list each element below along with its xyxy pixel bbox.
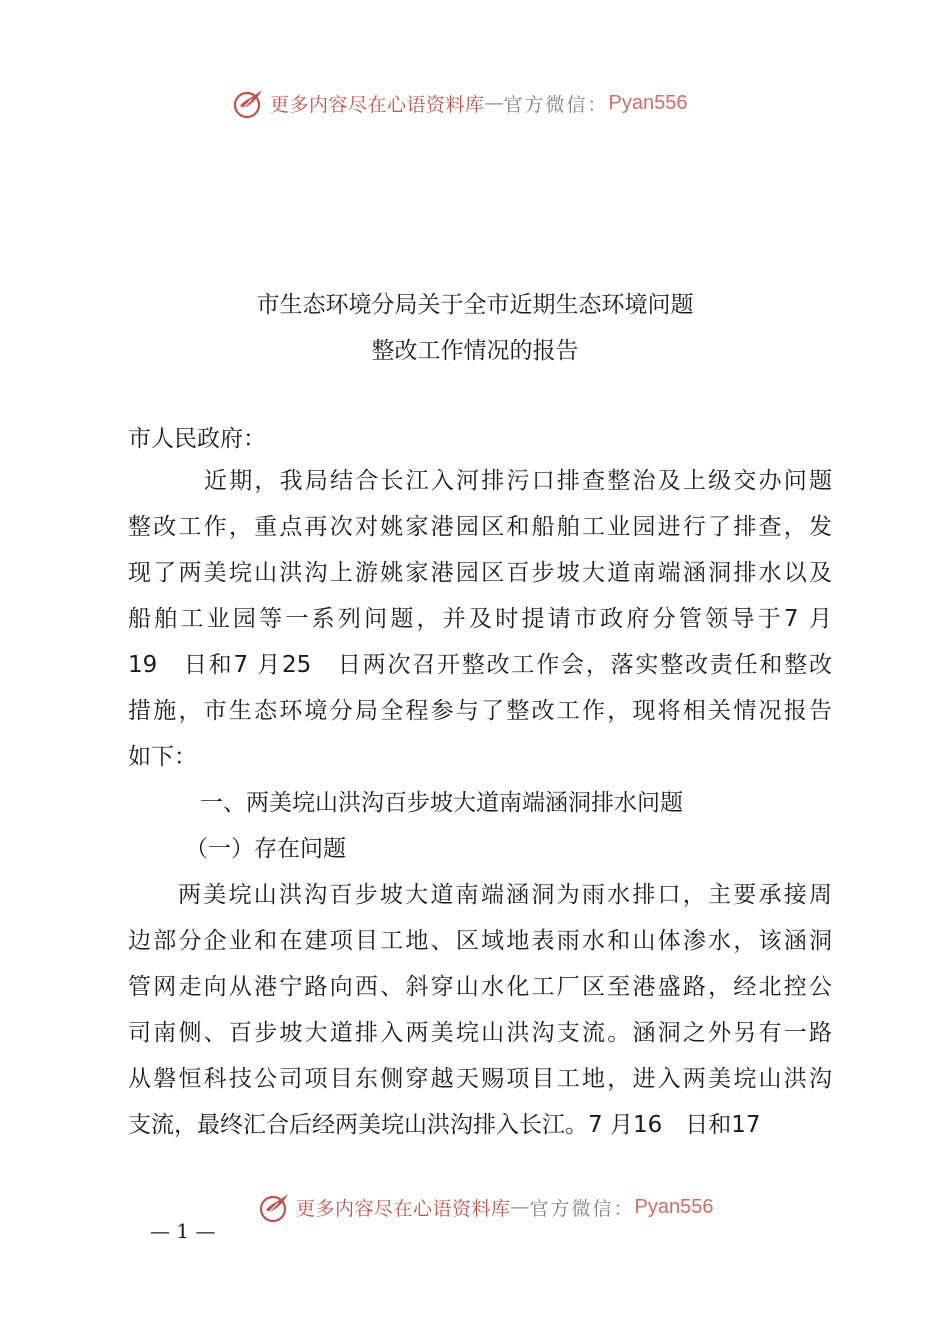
watermark-text: 更多内容尽在心语资料库 (270, 93, 485, 116)
watermark-footer (258, 1190, 714, 1224)
paragraph-line: 司南侧、百步坡大道排入两美垸山洪沟支流。涵洞之外另有一路 (128, 1020, 832, 1046)
watermark-label: 官方微信： (529, 1197, 635, 1220)
paragraph-line: 从磐恒科技公司项目东侧穿越天赐项目工地，进入两美垸山洪沟 (128, 1066, 832, 1092)
paragraph-line: 管网走向从港宁路向西、斜穿山水化工厂区至港盛路，经北控公 (128, 974, 832, 1000)
quill-logo-icon (258, 1190, 292, 1224)
paragraph-line: 整改工作，重点再次对姚家港园区和船舶工业园进行了排查，发 (128, 514, 832, 540)
paragraph-line: 支流，最终汇合后经两美垸山洪沟排入长江。7 月16 日和17 (128, 1112, 761, 1138)
paragraph-line: 边部分企业和在建项目工地、区域地表雨水和山体渗水，该涵洞 (128, 928, 832, 954)
paragraph-line: 船舶工业园等一系列问题，并及时提请市政府分管领导于7 月 (128, 606, 832, 632)
paragraph-2 (128, 872, 832, 1148)
watermark-id: Pyan556 (608, 91, 688, 114)
paragraph-1 (128, 458, 832, 780)
paragraph-line: 措施，市生态环境分局全程参与了整改工作，现将相关情况报告 (128, 698, 832, 724)
section-heading: 一、两美垸山洪沟百步坡大道南端涵洞排水问题 (200, 790, 683, 816)
watermark-header (232, 86, 688, 120)
paragraph-line: 现了两美垸山洪沟上游姚家港园区百步坡大道南端涵洞排水以及 (128, 560, 832, 586)
quill-logo-icon (232, 86, 266, 120)
watermark-dash: — (484, 92, 504, 114)
watermark-text: 更多内容尽在心语资料库 (296, 1197, 511, 1220)
paragraph-line: 如下： (128, 744, 197, 770)
watermark-label: 官方微信： (503, 93, 609, 116)
paragraph-line: 近期，我局结合长江入河排污口排查整治及上级交办问题 (204, 468, 832, 494)
watermark-dash: — (510, 1196, 530, 1218)
watermark-id: Pyan556 (634, 1195, 714, 1218)
page-number: — 1 — (150, 1219, 216, 1243)
document-title-line-2: 整改工作情况的报告 (371, 338, 579, 364)
paragraph-line: 两美垸山洪沟百步坡大道南端涵洞为雨水排口，主要承接周 (178, 882, 832, 908)
salutation: 市人民政府： (128, 426, 266, 452)
document-title-line-1: 市生态环境分局关于全市近期生态环境问题 (256, 292, 694, 318)
paragraph-line: 19 日和7 月25 日两次召开整改工作会，落实整改责任和整改 (128, 652, 832, 678)
subsection-heading: （一）存在问题 (185, 836, 346, 862)
